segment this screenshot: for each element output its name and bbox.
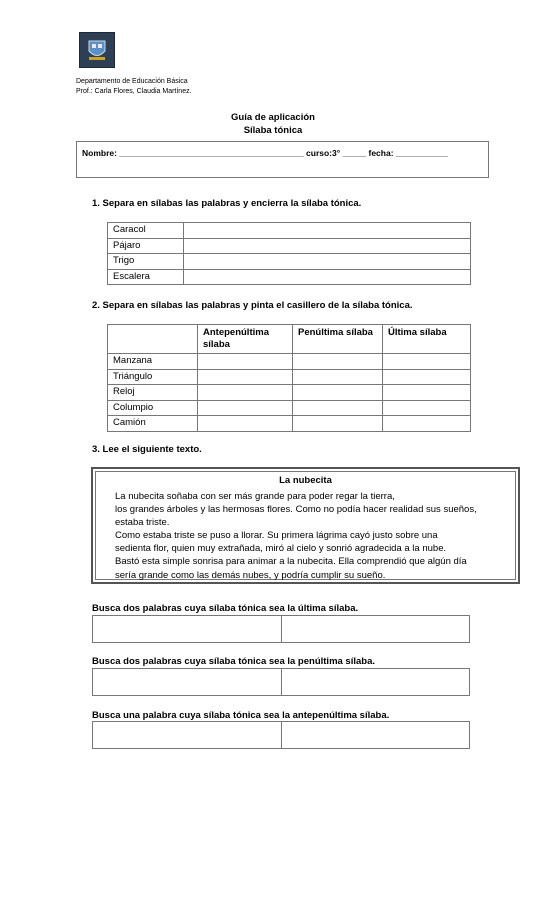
table-header-row (108, 325, 471, 354)
story-box (91, 467, 520, 584)
story-line: sería grande como las demás nubes, y podría cumplir su sueño. (115, 569, 386, 581)
answer-cell[interactable] (184, 223, 471, 239)
question-2: 2. Separa en sílabas las palabras y pinta el casillero de la sílaba tónica. (92, 300, 413, 311)
column-header-antepenultima: Antepenúltima sílaba (198, 325, 293, 354)
syllable-cell[interactable] (383, 416, 471, 432)
word-cell: Trigo (108, 254, 184, 270)
syllable-cell[interactable] (383, 400, 471, 416)
syllable-cell[interactable] (293, 385, 383, 401)
syllable-cell[interactable] (293, 416, 383, 432)
column-header-ultima: Última sílaba (383, 325, 471, 354)
syllable-cell[interactable] (198, 369, 293, 385)
word-cell: Triángulo (108, 369, 198, 385)
syllable-cell[interactable] (198, 385, 293, 401)
syllable-cell[interactable] (383, 385, 471, 401)
task-penultima: Busca dos palabras cuya sílaba tónica sea la penúltima sílaba. (92, 656, 376, 667)
word-cell: Columpio (108, 400, 198, 416)
story-text (115, 490, 515, 582)
page-subtitle: Sílaba tónica (243, 125, 303, 136)
task-ultima: Busca dos palabras cuya sílaba tónica sea la última sílaba. (92, 603, 359, 614)
school-logo (79, 32, 115, 68)
word-cell: Manzana (108, 354, 198, 370)
question-1: 1. Separa en sílabas las palabras y encierra la sílaba tónica. (92, 198, 362, 209)
answer-box-ultima[interactable] (92, 615, 470, 643)
table-row (108, 223, 471, 239)
story-line: estaba triste. (115, 517, 170, 529)
table-row (108, 416, 471, 432)
syllable-cell[interactable] (383, 369, 471, 385)
syllable-cell[interactable] (198, 354, 293, 370)
table-row (108, 400, 471, 416)
column-header (108, 325, 198, 354)
word-cell: Escalera (108, 269, 184, 285)
table-row (108, 238, 471, 254)
syllable-cell[interactable] (198, 416, 293, 432)
story-line: los grandes árboles y las hermosas flores. Como no podía hacer realidad sus sueños, (115, 504, 477, 516)
answer-divider (281, 669, 282, 695)
column-header-penultima: Penúltima sílaba (293, 325, 383, 354)
department-text: Departamento de Educación Básica (76, 78, 188, 85)
student-info-box (76, 141, 489, 178)
answer-divider (281, 616, 282, 642)
story-line: La nubecita soñaba con ser más grande para poder regar la tierra, (115, 491, 395, 502)
syllable-cell[interactable] (383, 354, 471, 370)
word-cell: Pájaro (108, 238, 184, 254)
story-line: sedienta flor, quien muy extrañada, miró al cielo y sonrió agradecida a la nube. (115, 543, 447, 555)
q2-table (107, 324, 471, 432)
answer-cell[interactable] (184, 254, 471, 270)
student-info-line: Nombre: _______________________________________ curso:3° _____ fecha: ___________ (82, 148, 448, 158)
syllable-cell[interactable] (293, 369, 383, 385)
story-line: Como estaba triste se puso a llorar. Su primera lágrima cayó justo sobre una (115, 530, 438, 542)
table-row (108, 254, 471, 270)
table-row (108, 385, 471, 401)
word-cell: Reloj (108, 385, 198, 401)
answer-box-antepenultima[interactable] (92, 721, 470, 749)
answer-divider (281, 722, 282, 748)
task-antepenultima: Busca una palabra cuya sílaba tónica sea la antepenúltima sílaba. (92, 710, 390, 721)
answer-cell[interactable] (184, 238, 471, 254)
table-row (108, 354, 471, 370)
story-line: Bastó esta simple sonrisa para animar a la nubecita. Ella comprendió que algún día (115, 556, 467, 568)
page-title: Guía de aplicación (231, 112, 315, 123)
table-row (108, 369, 471, 385)
table-row (108, 269, 471, 285)
answer-cell[interactable] (184, 269, 471, 285)
syllable-cell[interactable] (293, 400, 383, 416)
story-title: La nubecita (279, 475, 332, 486)
syllable-cell[interactable] (198, 400, 293, 416)
question-3: 3. Lee el siguiente texto. (92, 444, 202, 455)
word-cell: Camión (108, 416, 198, 432)
syllable-cell[interactable] (293, 354, 383, 370)
q1-table (107, 222, 471, 285)
word-cell: Caracol (108, 223, 184, 239)
answer-box-penultima[interactable] (92, 668, 470, 696)
teachers-text: Prof.: Carla Flores, Claudia Martínez. (76, 88, 192, 95)
